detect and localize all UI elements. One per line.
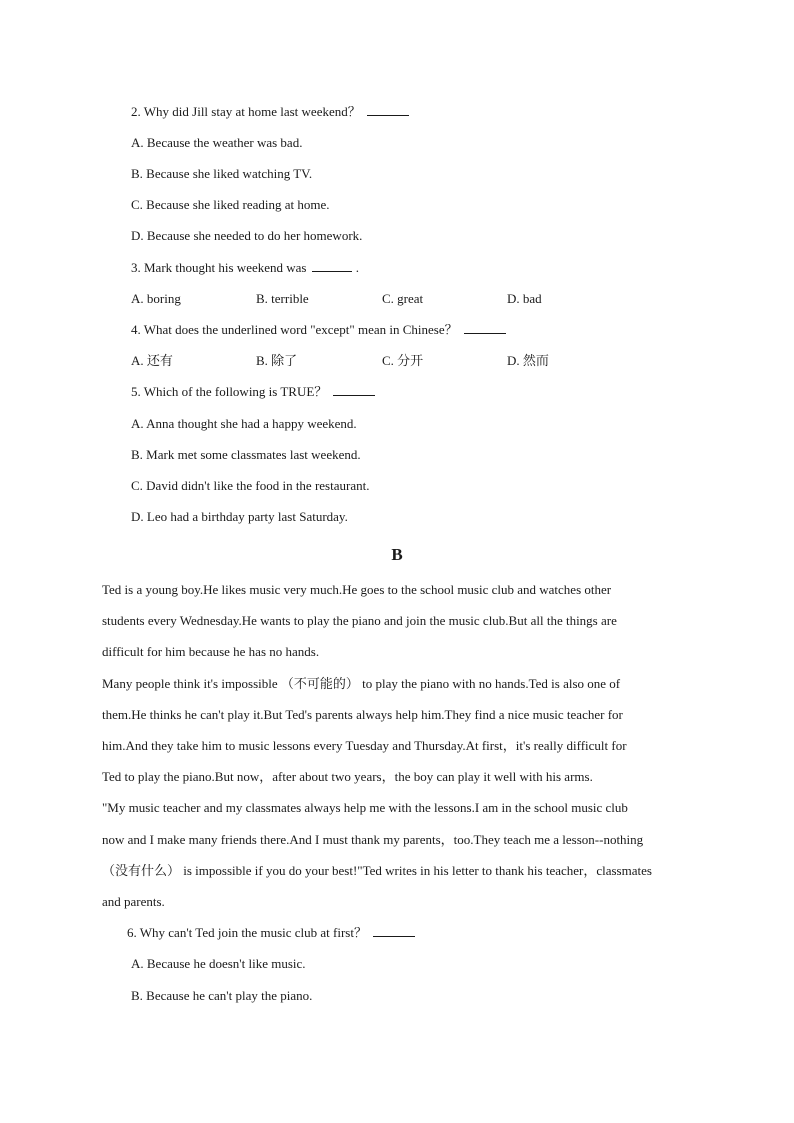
- option-d: D. Leo had a birthday party last Saturday.: [131, 509, 348, 524]
- answer-blank: [373, 926, 415, 937]
- question-4-stem: 4. What does the underlined word "except" mean in Chinese？: [131, 322, 458, 337]
- question-6-stem: 6. Why can't Ted join the music club at first？: [127, 925, 367, 940]
- option-b: B. Mark met some classmates last weekend.: [131, 447, 361, 462]
- option-a: A. Anna thought she had a happy weekend.: [131, 416, 357, 431]
- passage-line: now and I make many friends there.And I must thank my parents，too.They teach me a lesson--nothing: [102, 832, 644, 847]
- answer-blank: [464, 323, 506, 334]
- option-a: A. boring: [131, 291, 181, 306]
- question-5-stem: 5. Which of the following is TRUE？: [131, 384, 328, 399]
- option-c: C. 分开: [382, 353, 424, 368]
- section-heading: B: [391, 545, 403, 564]
- option-b: B. 除了: [256, 353, 298, 368]
- answer-blank: [333, 385, 375, 396]
- passage-line: "My music teacher and my classmates always help me with the lessons.I am in the school music club: [102, 800, 628, 815]
- passage-line: Ted is a young boy.He likes music very much.He goes to the school music club and watches other: [102, 582, 612, 597]
- option-c: C. David didn't like the food in the restaurant.: [131, 478, 370, 493]
- question-3: [131, 260, 359, 276]
- question-2: [131, 104, 409, 120]
- passage-line: and parents.: [102, 894, 165, 909]
- passage-line: him.And they take him to music lessons every Tuesday and Thursday.At first，it's really difficult for: [102, 738, 627, 753]
- option-b: B. Because he can't play the piano.: [131, 988, 313, 1003]
- passage-line: Many people think it's impossible （不可能的） to play the piano with no hands.Ted is also one of: [102, 676, 621, 691]
- option-c: C. Because she liked reading at home.: [131, 197, 330, 212]
- passage-line: （没有什么） is impossible if you do your best!"Ted writes in his letter to thank his teacher，classmates: [102, 863, 652, 878]
- option-c: C. great: [382, 291, 424, 306]
- passage-line: them.He thinks he can't play it.But Ted's parents always help him.They find a nice music teacher for: [102, 707, 623, 722]
- question-5: [131, 384, 375, 400]
- option-d: D. Because she needed to do her homework.: [131, 228, 363, 243]
- option-d: D. 然而: [507, 353, 549, 368]
- option-a: A. Because the weather was bad.: [131, 135, 303, 150]
- question-6: [127, 925, 415, 941]
- passage-line: students every Wednesday.He wants to play the piano and join the music club.But all the things are: [102, 613, 617, 628]
- option-b: B. Because she liked watching TV.: [131, 166, 313, 181]
- option-a: A. 还有: [131, 353, 173, 368]
- option-d: D. bad: [507, 291, 542, 306]
- passage-line: Ted to play the piano.But now，after about two years，the boy can play it well with his arms.: [102, 769, 593, 784]
- option-a: A. Because he doesn't like music.: [131, 956, 306, 971]
- answer-blank: [312, 261, 352, 272]
- answer-blank: [367, 105, 409, 116]
- question-3-stem-end: .: [355, 260, 359, 275]
- question-4: [131, 322, 506, 338]
- question-3-stem: 3. Mark thought his weekend was: [131, 260, 307, 275]
- question-2-stem: 2. Why did Jill stay at home last weekend？: [131, 104, 361, 119]
- option-b: B. terrible: [256, 291, 309, 306]
- passage-line: difficult for him because he has no hands.: [102, 644, 320, 659]
